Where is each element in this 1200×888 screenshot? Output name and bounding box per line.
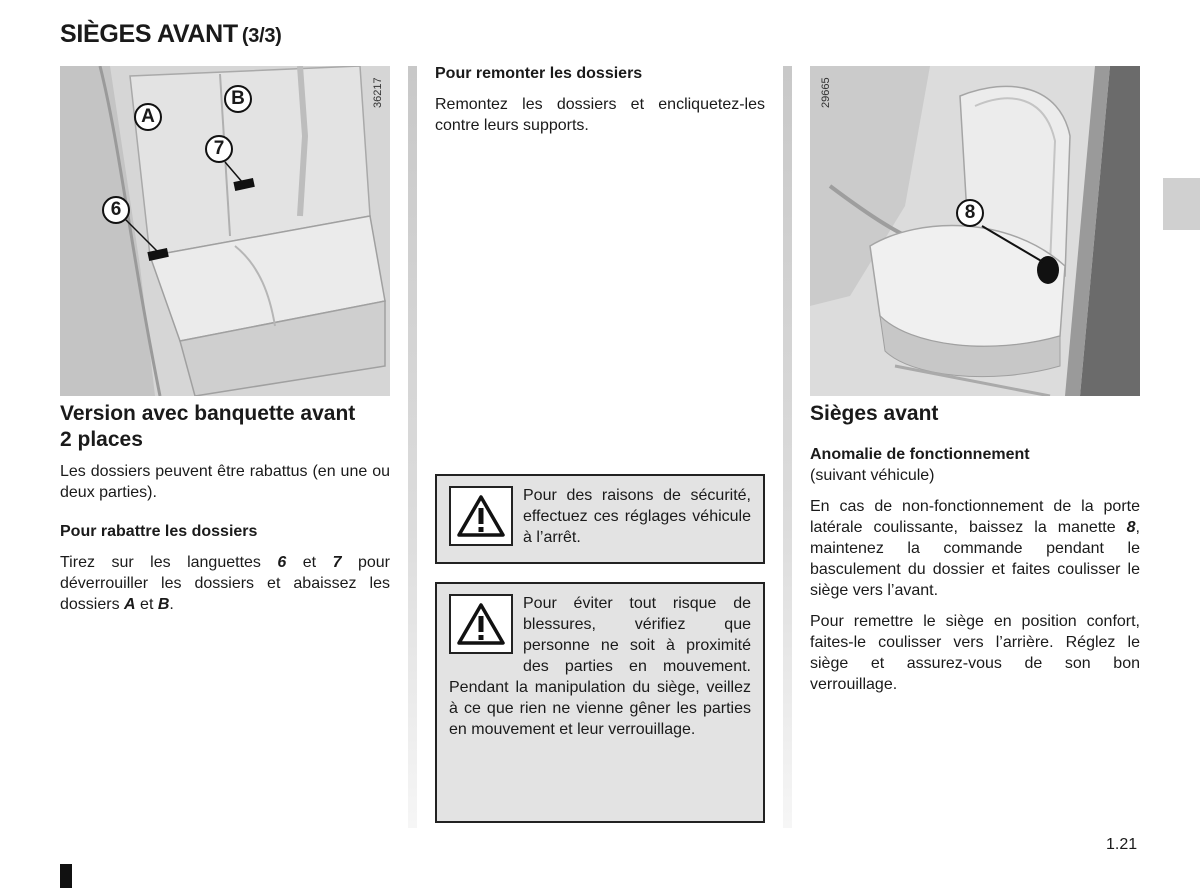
page-number: 1.21	[1106, 836, 1138, 853]
malfunction-text-2: , maintenez la commande pendant le basculement du dossier et faites coulisser le siège vers l’avant.	[810, 519, 1140, 599]
figure-number: 29665	[820, 77, 832, 108]
bench-heading-line1: Version avec banquette avant	[60, 402, 356, 425]
figure-number: 36217	[372, 77, 384, 108]
warning-triangle-icon	[449, 486, 513, 546]
column-divider-right	[783, 66, 792, 828]
bench-seat-photo	[60, 66, 390, 396]
malfunction-subheading: Anomalie de fonctionnement	[810, 446, 1030, 463]
fold-text-2: et	[286, 554, 333, 571]
fold-text-1: Tirez sur les languettes	[60, 554, 278, 571]
malfunction-note: (suivant véhicule)	[810, 467, 935, 484]
ref-b: B	[157, 596, 170, 613]
comfort-position-paragraph: Pour remettre le siège en position confort, faites-le coulisser vers l’arrière. Réglez le siège et assurez-vous de son bon verrouillage.	[810, 613, 1140, 693]
ref-7: 7	[332, 554, 342, 571]
front-seat-illustration	[810, 66, 1140, 396]
column-divider-left	[408, 66, 417, 828]
malfunction-text-1: En cas de non-fonctionnement de la porte latérale coulissante, baissez la manette	[810, 498, 1140, 536]
bench-heading-line2: 2 places	[60, 428, 143, 451]
front-seat-photo	[810, 66, 1140, 396]
ref-a: A	[124, 596, 136, 613]
ref-8: 8	[1126, 519, 1136, 536]
bench-intro: Les dossiers peuvent être rabattus (en une ou deux parties).	[60, 463, 390, 501]
page-title-suffix: (3/3)	[241, 25, 282, 47]
callout-b: B	[224, 85, 252, 113]
warning-box-injury	[435, 582, 765, 823]
bench-seat-illustration	[60, 66, 390, 396]
warning-box-stationary	[435, 474, 765, 564]
raise-backrests-subheading: Pour remonter les dossiers	[435, 65, 643, 82]
page-title	[60, 20, 282, 49]
warning-text-stationary: Pour des raisons de sécurité, effectuez ces réglages véhicule à l’arrêt.	[523, 487, 751, 546]
fold-backrests-subheading: Pour rabattre les dossiers	[60, 523, 258, 540]
fold-text-3: pour déverrouiller les dossiers et abaissez les dossiers	[60, 554, 390, 613]
corner-marker	[60, 864, 72, 888]
ref-6: 6	[277, 554, 287, 571]
fold-text-4: et	[135, 596, 158, 613]
raise-backrests-paragraph: Remontez les dossiers et encliquetez-les contre leurs supports.	[435, 96, 765, 134]
page-title-text: SIÈGES AVANT	[60, 20, 238, 48]
callout-6: 6	[102, 196, 130, 224]
warning-text-injury: Pour éviter tout risque de blessures, vérifiez que personne ne soit à proximité des parties en mouvement. Pendant la manipulation du siège, veillez à ce que rien ne vienne gêner les parties en mouvement et leur verrouillage.	[449, 595, 751, 738]
bench-section-heading	[60, 401, 400, 453]
callout-7: 7	[205, 135, 233, 163]
malfunction-paragraph	[810, 496, 1140, 601]
fold-text-5: .	[169, 596, 174, 613]
front-seats-heading: Sièges avant	[810, 402, 939, 425]
fold-backrests-paragraph	[60, 552, 390, 615]
callout-8: 8	[956, 199, 984, 227]
callout-a: A	[134, 103, 162, 131]
section-thumb-tab	[1163, 178, 1200, 230]
warning-triangle-icon	[449, 594, 513, 654]
